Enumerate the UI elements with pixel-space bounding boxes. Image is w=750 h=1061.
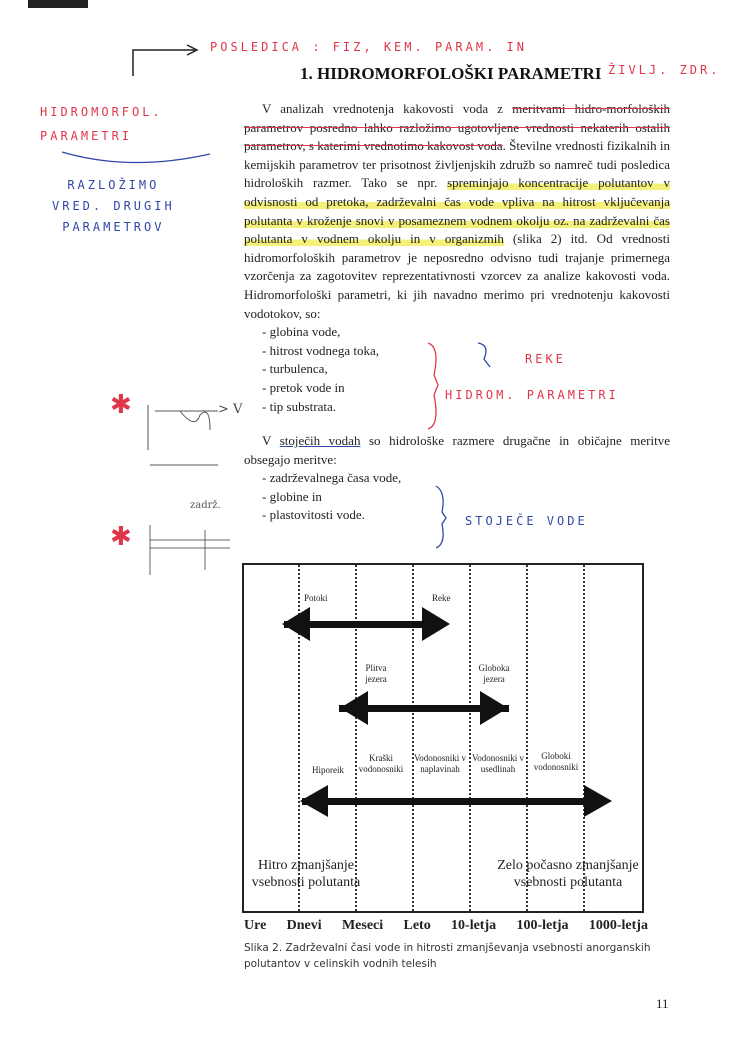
sketch-label: zadrž.: [190, 500, 221, 511]
margin-note-line: RAZLOŽIMO: [67, 178, 160, 192]
list-item: - globina vode,: [262, 324, 341, 340]
text: so hidrološke razmere drugačne in običajne meritve obsegajo meritve:: [244, 433, 671, 467]
label-reke: Reke: [432, 593, 451, 603]
axis-label: Dnevi: [286, 918, 322, 933]
axis-label: 100-letja: [516, 918, 569, 933]
label-usedline: Vodonosniki v usedlinah: [471, 753, 525, 774]
axis-label: Meseci: [341, 918, 384, 933]
handwritten-hidrom: HIDROM. PARAMETRI: [445, 388, 619, 402]
text: (slika 2) itd. Od vrednosti hidromorfoloških parametrov je neposredno odvisno tudi trajanje primernega vzorčenja za zagotovitev reprezentativnosti vzorcev za analize kakovosti voda. Hidromorfološki parametri, ki jih navadno merimo pri vrednotenju kakovosti vodotokov, so:: [244, 231, 670, 321]
list-item: - zadrževalnega časa vode,: [262, 470, 402, 486]
list-item: - plastovitosti vode.: [262, 507, 365, 523]
figure-caption: Slika 2. Zadrževalni časi vode in hitrosti zmanjševanja vsebnosti anorganskih polutantov v celinskih vodnih telesih: [244, 942, 651, 970]
axis-label: Ure: [244, 918, 267, 933]
list-item: - globine in: [262, 488, 322, 504]
section-title: 1. HIDROMORFOLOŠKI PARAMETRI: [300, 64, 602, 83]
label-globoka-jezera: Globoka jezera: [478, 663, 510, 684]
underlined-text: stoječih vodah: [279, 433, 361, 449]
label-kraski: Kraški vodonosniki: [358, 753, 404, 774]
left-note: Hitro zmanjšanje vsebnosti polutanta: [251, 858, 361, 890]
handwritten-arrow-icon: [125, 40, 205, 80]
handwritten-brace-icon: [60, 148, 220, 170]
page-number: 11: [656, 996, 669, 1011]
margin-note-blue: [52, 175, 175, 238]
arrow-lakes: [339, 691, 509, 725]
label-potoki: Potoki: [304, 593, 328, 603]
label-globoki: Globoki vodonosniki: [533, 751, 579, 772]
label-plitva-jezera: Plitva jezera: [365, 663, 387, 684]
handwritten-stojece: STOJEČE VODE: [465, 514, 588, 528]
handwritten-reke: REKE: [525, 352, 566, 366]
arrow-streams: [282, 607, 450, 641]
handwritten-brace-icon: [420, 335, 500, 435]
margin-note-line: PARAMETRI: [40, 129, 133, 143]
struck-text: meritvami hidro-morfoloških parametrov posredno lahko razložimo ugotovljene vrednosti nekaterih ostalih parametrov, s katerimi vrednotimo kakovost voda: [244, 101, 670, 154]
list-item: - pretok vode in: [262, 379, 345, 395]
axis-label: Leto: [403, 918, 431, 933]
flow-sketch-icon: [140, 395, 220, 475]
time-axis: [244, 918, 648, 934]
margin-note-line: PARAMETROV: [62, 220, 165, 234]
scan-mark: [28, 0, 88, 8]
text: . Številne vrednosti fizikalnih in kemijskih parametrov ter prisotnost življenjskih združb so namreč tudi posledica hidroloških razmer. Tako se npr.: [244, 138, 670, 191]
list-item: - hitrost vodnega toka,: [262, 342, 379, 358]
list-item: - tip substrata.: [262, 398, 337, 414]
sketch-label: > V: [218, 402, 243, 417]
right-note: Zelo počasno zmanjšanje vsebnosti polutanta: [497, 858, 639, 890]
handwritten-brace-icon: [430, 482, 460, 552]
margin-note-line: HIDROMORFOL.: [40, 105, 163, 119]
handwritten-note-top: POSLEDICA : FIZ, KEM. PARAM. IN: [210, 40, 527, 54]
asterisk-icon: ✱: [110, 522, 132, 552]
asterisk-icon: ✱: [110, 390, 132, 420]
text: V analizah vrednotenja kakovosti voda z: [262, 101, 513, 116]
figure-box: [242, 563, 644, 913]
layer-sketch-icon: [145, 520, 235, 580]
axis-label: 10-letja: [451, 918, 497, 933]
margin-note-red: [40, 100, 163, 148]
body-text: [244, 100, 670, 525]
body-paragraph-2: [244, 432, 670, 469]
highlighted-text: spreminjajo koncentracije polutantov v odvisnosti od pretoka, zadrževalni čas vode vpliva na hitrost vključevanja polutanta v kroženje snovi v posameznem vodnem okolju oz. na zadrževalni čas polutanta v vodnem okolju in v organizmih: [244, 175, 670, 247]
text: V: [262, 433, 280, 449]
margin-note-line: VRED. DRUGIH: [52, 199, 175, 213]
axis-label: 1000-letja: [588, 918, 648, 933]
body-paragraph: [244, 100, 670, 323]
label-hiporeik: Hiporeik: [312, 765, 344, 775]
list-item: - turbulenca,: [262, 361, 328, 377]
handwritten-note-top2: ŽIVLJ. ZDR.: [608, 63, 721, 77]
label-naplavine: Vodonosniki v naplavinah: [413, 753, 467, 774]
arrow-aquifers: [300, 785, 612, 817]
